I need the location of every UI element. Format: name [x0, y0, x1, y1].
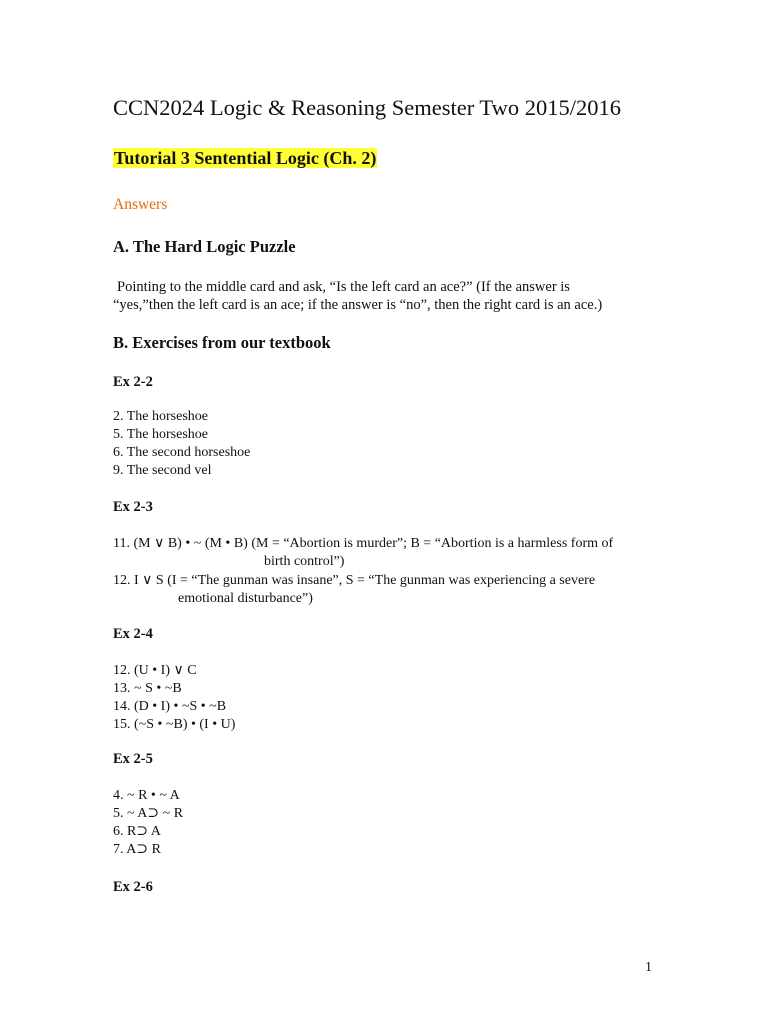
- tutorial-subtitle: [113, 148, 377, 169]
- ex-2-3-item-12-line-1: 12. I ∨ S (I = “The gunman was insane”, S = “The gunman was experiencing a severe: [113, 573, 596, 588]
- list-item: 12. (U • I) ∨ C: [113, 663, 197, 678]
- list-item: 15. (~S • ~B) • (I • U): [113, 717, 236, 732]
- section-a-line-2: “yes,”then the left card is an ace; if the answer is “no”, then the right card is an ace.): [113, 297, 603, 313]
- list-item: 13. ~ S • ~B: [113, 681, 182, 696]
- answers-label: Answers: [113, 196, 168, 213]
- ex-2-3-item-11-line-1: 11. (M ∨ B) • ~ (M • B) (M = “Abortion is murder”; B = “Abortion is a harmless form of: [113, 536, 614, 551]
- list-item: 4. ~ R • ~ A: [113, 788, 180, 803]
- page-number: 1: [645, 960, 652, 975]
- list-item: 5. The horseshoe: [113, 427, 208, 442]
- section-b-heading: B. Exercises from our textbook: [113, 333, 331, 352]
- list-item: 6. R⊃ A: [113, 824, 161, 839]
- ex-2-4-list: [113, 662, 235, 734]
- ex-2-2-label: Ex 2-2: [113, 374, 153, 390]
- ex-2-5-label: Ex 2-5: [113, 751, 153, 767]
- list-item: 9. The second vel: [113, 463, 212, 478]
- section-a-heading: A. The Hard Logic Puzzle: [113, 237, 296, 256]
- list-item: 6. The second horseshoe: [113, 445, 251, 460]
- ex-2-3-item-11-line-2: birth control”): [264, 554, 345, 569]
- section-a-line-1: Pointing to the middle card and ask, “Is the left card an ace?” (If the answer is: [117, 279, 570, 295]
- ex-2-3-label: Ex 2-3: [113, 499, 153, 515]
- tutorial-subtitle-highlight: Tutorial 3 Sentential Logic (Ch. 2): [114, 148, 377, 168]
- list-item: 5. ~ A⊃ ~ R: [113, 806, 184, 821]
- ex-2-4-label: Ex 2-4: [113, 626, 153, 642]
- ex-2-5-list: [113, 787, 183, 859]
- list-item: 14. (D • I) • ~S • ~B: [113, 699, 227, 714]
- ex-2-6-label: Ex 2-6: [113, 879, 153, 895]
- ex-2-2-list: [113, 408, 250, 480]
- document-title: CCN2024 Logic & Reasoning Semester Two 2015/2016: [113, 95, 621, 120]
- ex-2-3-item-12-line-2: emotional disturbance”): [178, 591, 313, 606]
- list-item: 2. The horseshoe: [113, 409, 208, 424]
- list-item: 7. A⊃ R: [113, 842, 161, 857]
